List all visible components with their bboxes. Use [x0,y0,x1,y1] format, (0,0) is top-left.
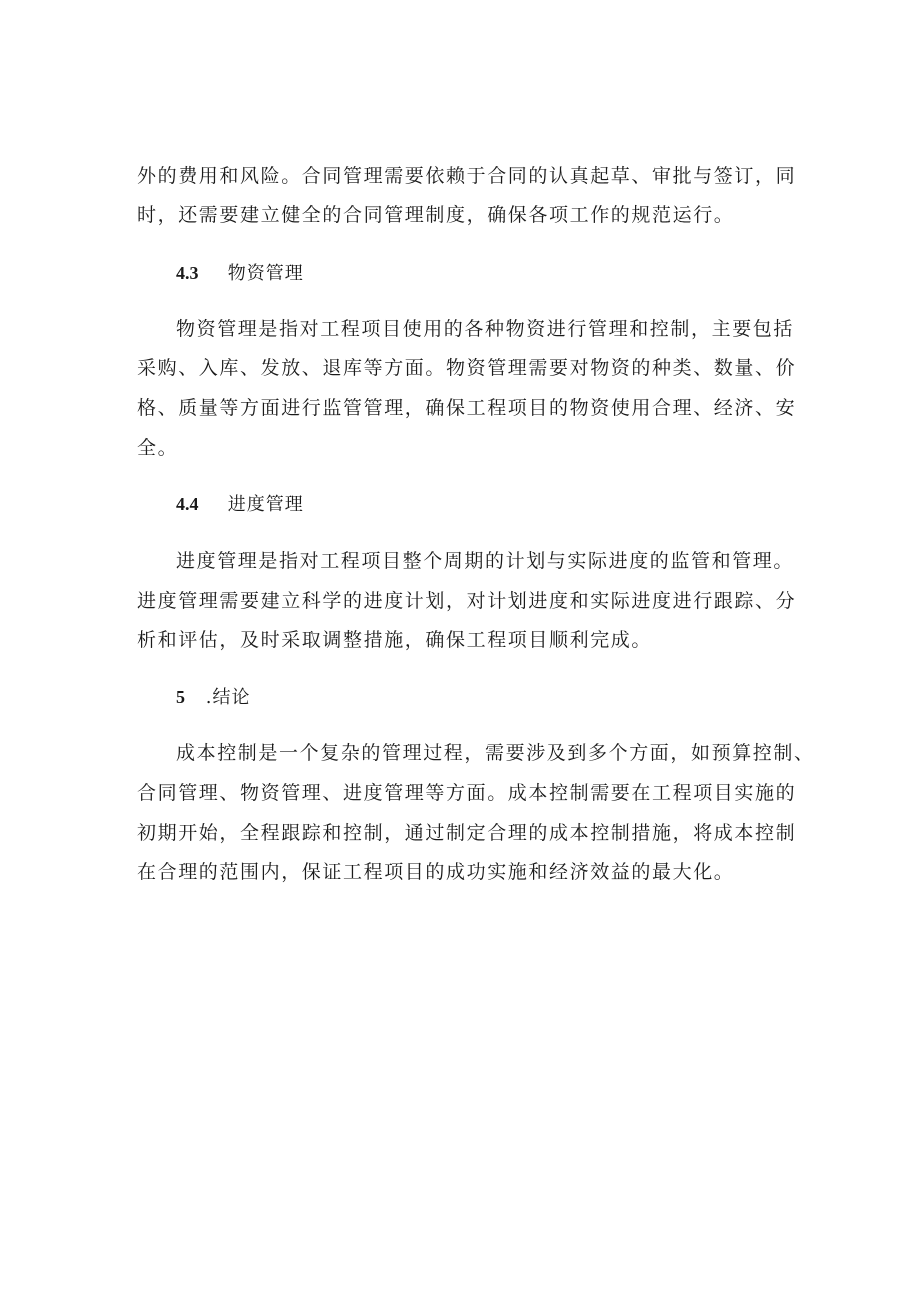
section-heading-4-3 [176,261,304,286]
paragraph-line: 析和评估，及时采取调整措施，确保工程项目顺利完成。 [137,629,653,651]
section-heading-5 [176,685,250,710]
paragraph-line: 在合理的范围内，保证工程项目的成功实施和经济效益的最大化。 [137,861,735,883]
section-title: 进度管理 [227,494,304,515]
section-title: 物资管理 [227,263,304,284]
paragraph-line: 时，还需要建立健全的合同管理制度，确保各项工作的规范运行。 [137,204,735,226]
paragraph-line: 物资管理是指对工程项目使用的各种物资进行管理和控制，主要包括 [176,318,795,340]
section-number: 4.4 [176,494,199,514]
section-title: .结论 [205,687,251,708]
paragraph-line: 全。 [137,437,179,459]
paragraph-line: 成本控制是一个复杂的管理过程，需要涉及到多个方面，如预算控制、 [176,742,815,764]
paragraph-line: 进度管理是指对工程项目整个周期的计划与实际进度的监管和管理。 [176,550,795,572]
paragraph-line: 外的费用和风险。合同管理需要依赖于合同的认真起草、审批与签订，同 [137,165,797,187]
section-number: 4.3 [176,263,199,283]
paragraph-line: 合同管理、物资管理、进度管理等方面。成本控制需要在工程项目实施的 [137,782,797,804]
paragraph-line: 格、质量等方面进行监管管理，确保工程项目的物资使用合理、经济、安 [137,397,797,419]
paragraph-line: 进度管理需要建立科学的进度计划，对计划进度和实际进度进行跟踪、分 [137,590,797,612]
section-number: 5 [176,687,185,707]
paragraph-line: 初期开始，全程跟踪和控制，通过制定合理的成本控制措施，将成本控制 [137,822,797,844]
section-heading-4-4 [176,492,304,517]
paragraph-line: 采购、入库、发放、退库等方面。物资管理需要对物资的种类、数量、价 [137,357,797,379]
